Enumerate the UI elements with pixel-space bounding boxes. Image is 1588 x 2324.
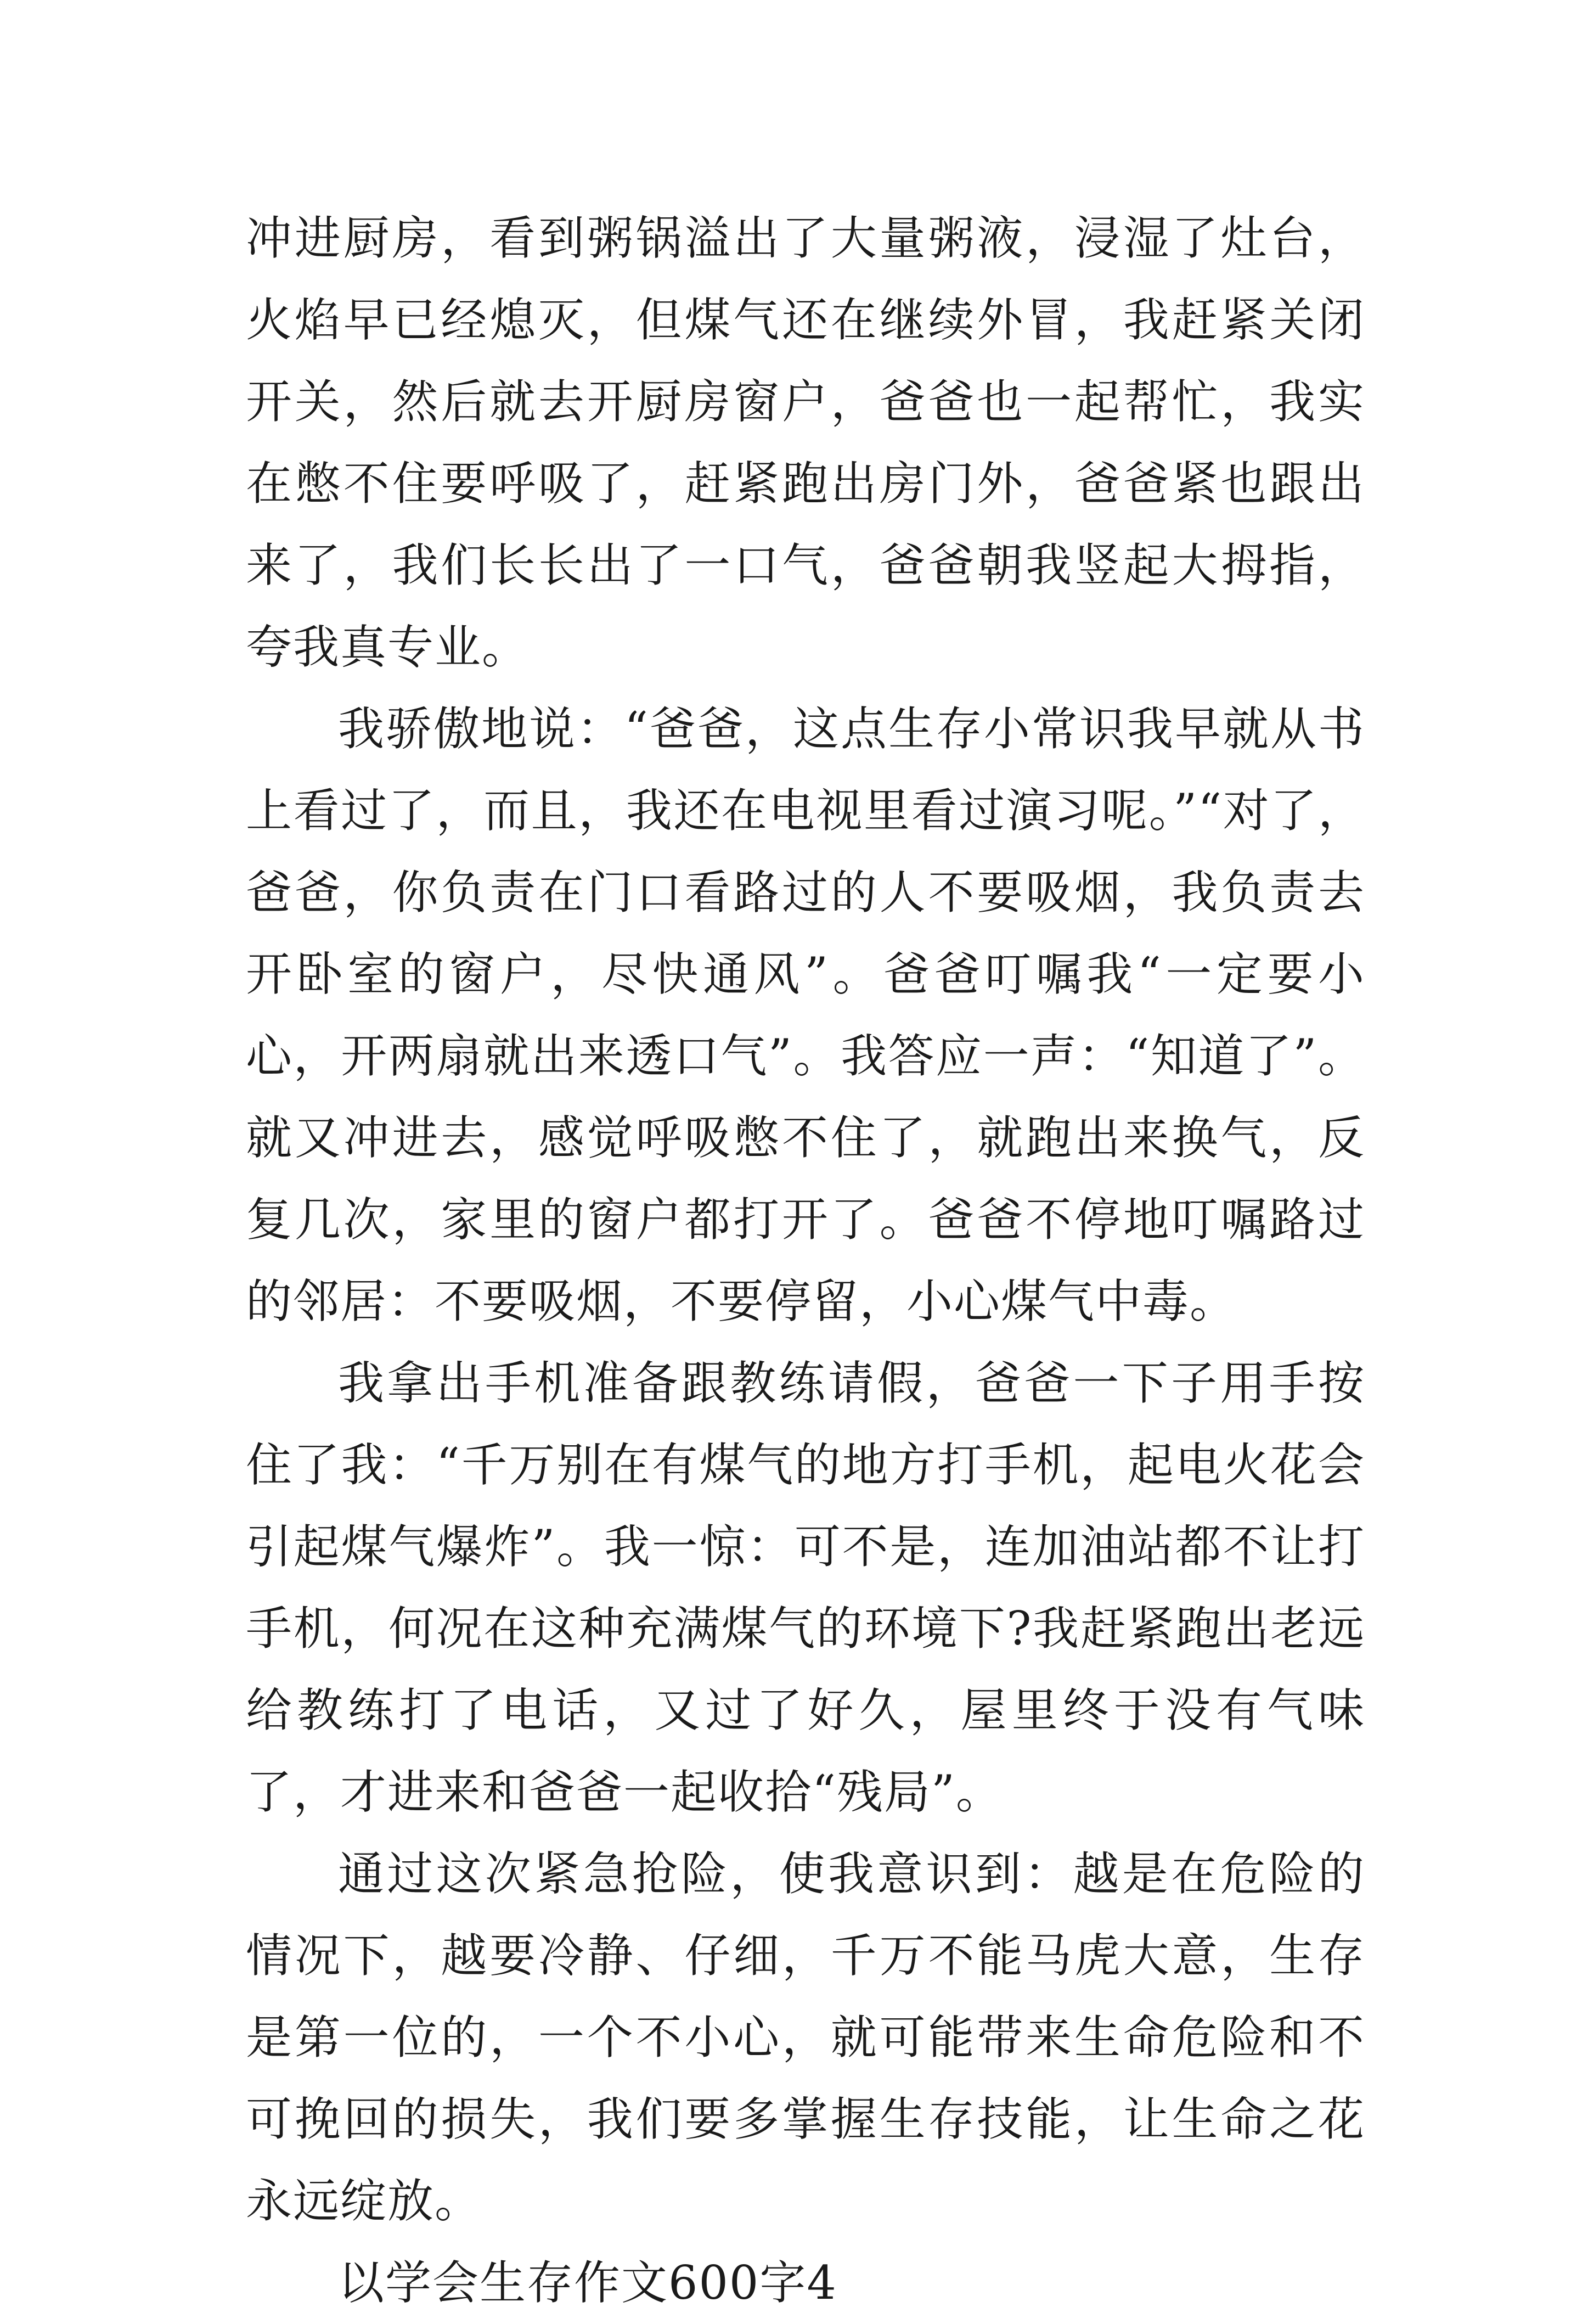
paragraph: 通过这次紧急抢险，使我意识到：越是在危险的情况下，越要冷静、仔细，千万不能马虎大意，生存是第一位的，一个不小心，就可能带来生命危险和不可挽回的损失，我们要多掌握生存技能，让生命之花永远绽放。	[246, 1847, 1365, 2228]
section-heading: 以学会生存作文600字4	[338, 2256, 837, 2310]
paragraph: 我拿出手机准备跟教练请假，爸爸一下子用手按住了我：“千万别在有煤气的地方打手机，起电火花会引起煤气爆炸”。我一惊：可不是，连加油站都不让打手机，何况在这种充满煤气的环境下?我赶紧跑出老远给教练打了电话，又过了好久，屋里终于没有气味了，才进来和爸爸一起收拾“残局”。	[246, 1356, 1365, 1819]
paragraph-continuation: 冲进厨房，看到粥锅溢出了大量粥液，浸湿了灶台，火焰早已经熄灭，但煤气还在继续外冒，我赶紧关闭开关，然后就去开厨房窗户，爸爸也一起帮忙，我实在憋不住要呼吸了，赶紧跑出房门外，爸爸紧也跟出来了，我们长长出了一口气，爸爸朝我竖起大拇指，夸我真专业。	[246, 211, 1365, 674]
document-body	[246, 198, 1365, 2324]
paragraph: 我骄傲地说：“爸爸，这点生存小常识我早就从书上看过了，而且，我还在电视里看过演习呢。”“对了，爸爸，你负责在门口看路过的人不要吸烟，我负责去开卧室的窗户，尽快通风”。爸爸叮嘱我“一定要小心，开两扇就出来透口气”。我答应一声：“知道了”。就又冲进去，感觉呼吸憋不住了，就跑出来换气，反复几次，家里的窗户都打开了。爸爸不停地叮嘱路过的邻居：不要吸烟，不要停留，小心煤气中毒。	[246, 702, 1365, 1328]
